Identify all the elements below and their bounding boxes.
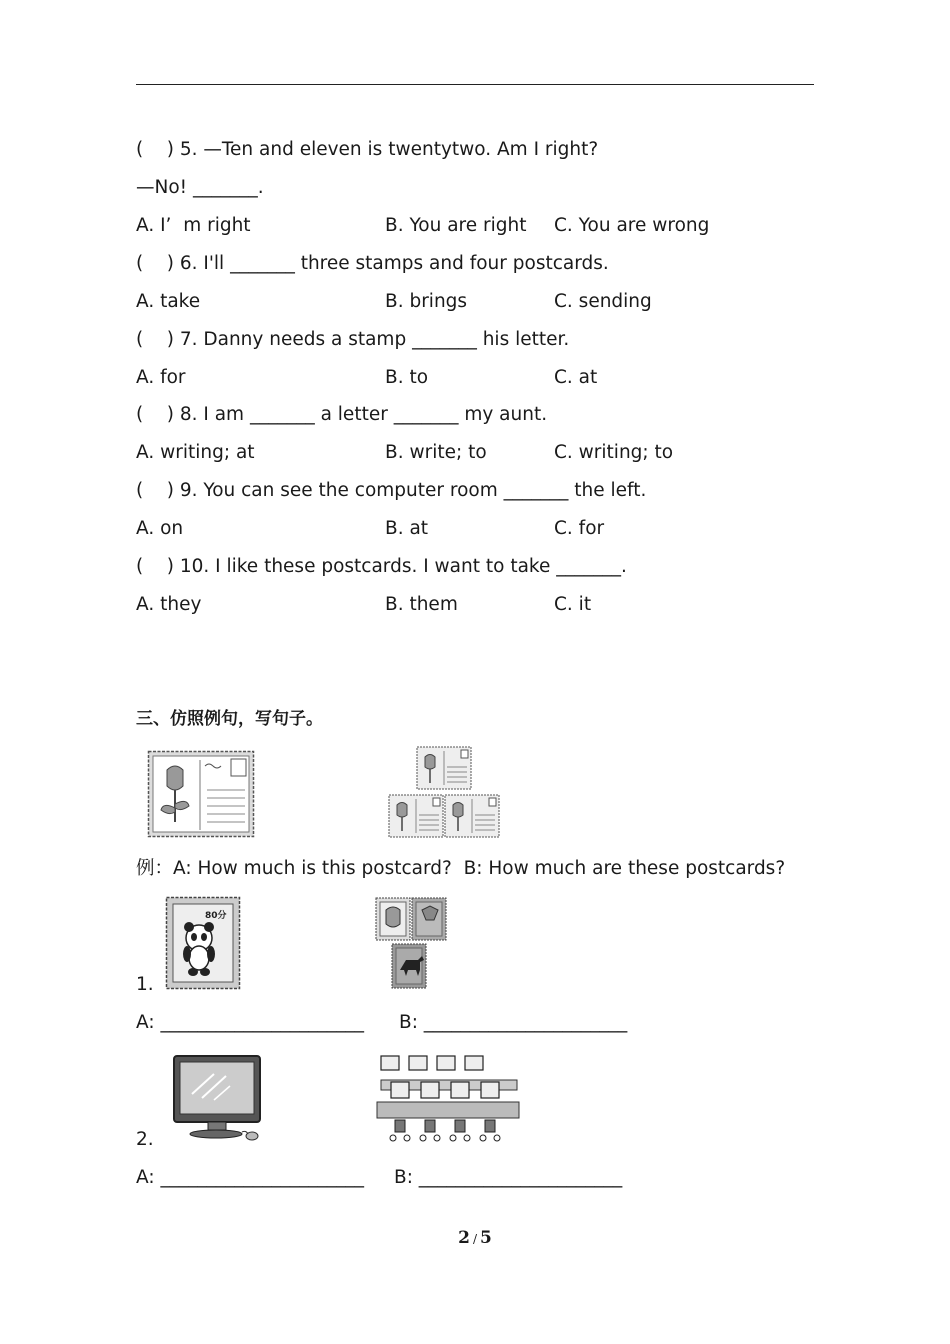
page-number <box>0 1228 950 1248</box>
panda-stamp-picture <box>165 896 241 990</box>
postcard-single-picture <box>147 750 255 838</box>
q7-option-c: C. at <box>554 367 598 388</box>
item2-answer-a[interactable]: A: ______________________ <box>136 1167 364 1188</box>
computer-room-picture <box>375 1052 521 1144</box>
q6-option-b: B. brings <box>385 291 468 312</box>
example-sentence: 例：A: How much is this postcard? B: How much are these postcards? <box>136 858 786 879</box>
q6-option-c: C. sending <box>554 291 652 312</box>
page-current: 2 <box>458 1228 470 1248</box>
q9-option-c: C. for <box>554 518 605 539</box>
q5-stem: ( ) 5. —Ten and eleven is twentytwo. Am I right? <box>136 139 599 160</box>
page-total: 5 <box>480 1228 492 1248</box>
item1-number: 1. <box>136 974 154 995</box>
q5-option-a: A. I’ m right <box>136 215 251 236</box>
q10-stem: ( ) 10. I like these postcards. I want to take _______. <box>136 556 627 577</box>
q10-option-b: B. them <box>385 594 458 615</box>
item1-answer-a[interactable]: A: ______________________ <box>136 1012 364 1033</box>
item2-answer-b[interactable]: B: ______________________ <box>394 1167 623 1188</box>
postcards-group-picture <box>387 745 501 839</box>
q8-option-a: A. writing; at <box>136 442 255 463</box>
q5-option-c: C. You are wrong <box>554 215 710 236</box>
section-title: 三、仿照例句，写句子。 <box>136 709 323 729</box>
q7-option-a: A. for <box>136 367 186 388</box>
page-separator: / <box>472 1232 478 1246</box>
q10-option-a: A. they <box>136 594 202 615</box>
q5-option-b: B. You are right <box>385 215 527 236</box>
q6-option-a: A. take <box>136 291 201 312</box>
stamp-price-label: 80分 <box>205 911 227 921</box>
q7-option-b: B. to <box>385 367 429 388</box>
q9-stem: ( ) 9. You can see the computer room _______ the left. <box>136 480 647 501</box>
q7-stem: ( ) 7. Danny needs a stamp _______ his letter. <box>136 329 570 350</box>
item1-answer-b[interactable]: B: ______________________ <box>399 1012 628 1033</box>
stamps-group-picture <box>374 896 448 990</box>
item2-number: 2. <box>136 1129 154 1150</box>
header-rule <box>136 84 814 85</box>
q8-option-b: B. write; to <box>385 442 487 463</box>
q5-stem-continued: —No! _______. <box>136 177 264 198</box>
q10-option-c: C. it <box>554 594 592 615</box>
computer-monitor-picture <box>168 1054 264 1144</box>
q9-option-a: A. on <box>136 518 184 539</box>
q6-stem: ( ) 6. I'll _______ three stamps and four postcards. <box>136 253 609 274</box>
q8-stem: ( ) 8. I am _______ a letter _______ my aunt. <box>136 404 548 425</box>
q8-option-c: C. writing; to <box>554 442 674 463</box>
q9-option-b: B. at <box>385 518 429 539</box>
